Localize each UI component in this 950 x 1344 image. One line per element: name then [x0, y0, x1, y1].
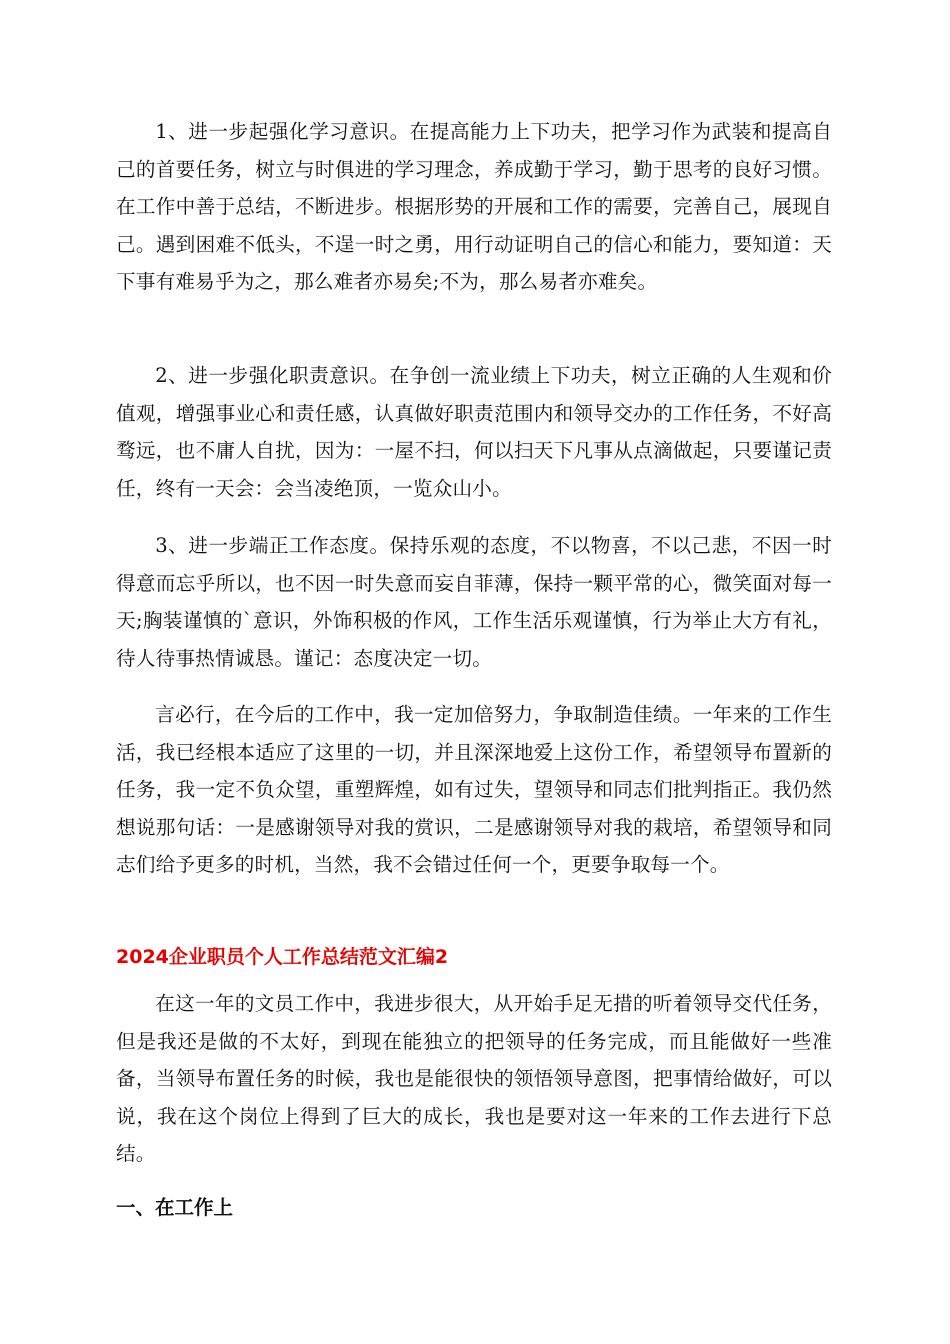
- paragraph-3: 3、进一步端正工作态度。保持乐观的态度，不以物喜，不以己悲，不因一时得意而忘乎所以，也不因一时失意而妄自菲薄，保持一颗平常的心，微笑面对每一天;胸装谨慎的`意识，外饰积极的作风，工作生活乐观谨慎，行为举止大方有礼，待人待事热情诚恳。谨记：态度决定一切。: [116, 534, 832, 670]
- section-title: 2024企业职员个人工作总结范文汇编2: [116, 946, 449, 968]
- paragraph-5: 在这一年的文员工作中，我进步很大，从开始手足无措的听着领导交代任务，但是我还是做的不太好，到现在能独立的把领导的任务完成，而且能做好一些准备，当领导布置任务的时候，我也是能很快的领悟领导意图，把事情给做好，可以说，我在这个岗位上得到了巨大的成长，我也是要对这一年来的工作去进行下总结。: [116, 992, 832, 1165]
- paragraph-2: 2、进一步强化职责意识。在争创一流业绩上下功夫，树立正确的人生观和价值观，增强事业心和责任感，认真做好职责范围内和领导交办的工作任务，不好高骛远，也不庸人自扰，因为：一屋不扫，何以扫天下凡事从点滴做起，只要谨记责任，终有一天会：会当凌绝顶，一览众山小。: [116, 364, 832, 500]
- paragraph-4: 言必行，在今后的工作中，我一定加倍努力，争取制造佳绩。一年来的工作生活，我已经根本适应了这里的一切，并且深深地爱上这份工作，希望领导布置新的任务，我一定不负众望，重塑辉煌，如有过失，望领导和同志们批判指正。我仍然想说那句话：一是感谢领导对我的赏识，二是感谢领导对我的栽培，希望领导和同志们给予更多的时机，当然，我不会错过任何一个，更要争取每一个。: [116, 703, 832, 876]
- subsection-title: 一、在工作上: [116, 1196, 234, 1219]
- paragraph-1: 1、进一步起强化学习意识。在提高能力上下功夫，把学习作为武装和提高自己的首要任务，树立与时俱进的学习理念，养成勤于学习，勤于思考的良好习惯。在工作中善于总结，不断进步。根据形势的开展和工作的需要，完善自己，展现自己。遇到困难不低头，不逞一时之勇，用行动证明自己的信心和能力，要知道：天下事有难易乎为之，那么难者亦易矣;不为，那么易者亦难矣。: [116, 120, 832, 293]
